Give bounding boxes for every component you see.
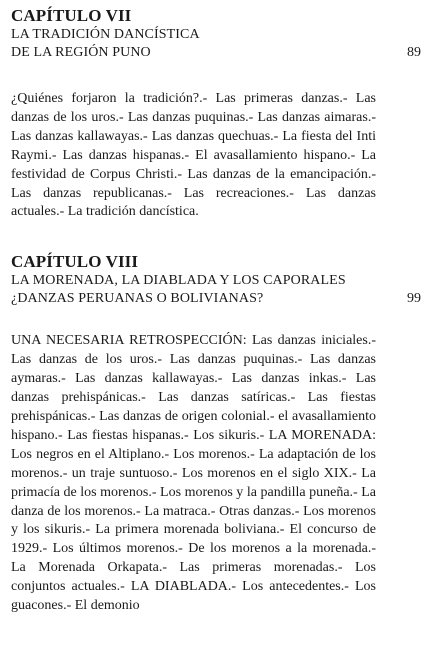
chapter-viii-summary: UNA NECESARIA RETROSPECCIÓN: Las danzas iniciales.- Las danzas de los uros.- Las danzas puquinas.- Las danzas aymaras.- Las danzas kallawayas.- Las danzas inkas.- Las danzas prehispánicas.- Las danzas satíricas.- Las fiestas prehispánicas.- Las danzas de origen colonial.- el avasallamiento hispano.- Las fiestas hispanas.- Los sikuris.- LA MORENADA: Los negros en el Altiplano.- Los morenos.- La adaptación de los morenos.- un traje suntuoso.- Los morenos en el siglo XIX.- La primacía de los morenos.- Los morenos y la pandilla puneña.- La danza de los morenos.- La matraca.- Otras danzas.- Los morenos y los sikuris.- La primera morenada boliviana.- El concurso de 1929.- Los últimos morenos.- De los morenos a la morenada.- La Morenada Orkapata.- Las primeras morenadas.- Los conjuntos actuales.- LA DIABLADA.- Los antecedentes.- Los guacones.- El demonio [11,333,376,614]
chapter-vii-title-row [11,44,421,62]
chapter-viii-title-line-2: ¿DANZAS PERUANAS O BOLIVIANAS? [11,291,264,307]
chapter-viii-heading: CAPÍTULO VIII [11,252,139,272]
chapter-vii-page-number: 89 [407,45,421,60]
chapter-vii-entry [11,6,423,222]
chapter-vii-title-line-1: LA TRADICIÓN DANCÍSTICA [11,27,200,42]
chapter-vii-summary: ¿Quiénes forjaron la tradición?.- Las primeras danzas.- Las danzas de los uros.- Las danzas puquinas.- Las danzas aimaras.- Las danzas kallawayas.- Las danzas quechuas.- La fiesta del Inti Raymi.- Las danzas hispanas.- El avasallamiento hispano.- La festividad de Corpus Christi.- Las danzas de la emancipación.- Las danzas republicanas.- Las recreaciones.- Las danzas actuales.- La tradición dancística. [11,91,376,220]
chapter-viii-title-line-1: LA MORENADA, LA DIABLADA Y LOS CAPORALES [11,273,346,289]
chapter-viii-entry [11,252,423,616]
table-of-contents-page [11,6,423,616]
chapter-viii-title-row [11,290,421,308]
chapter-vii-heading: CAPÍTULO VII [11,6,132,25]
chapter-vii-title-line-2: DE LA REGIÓN PUNO [11,45,151,60]
chapter-viii-page-number: 99 [407,291,421,307]
